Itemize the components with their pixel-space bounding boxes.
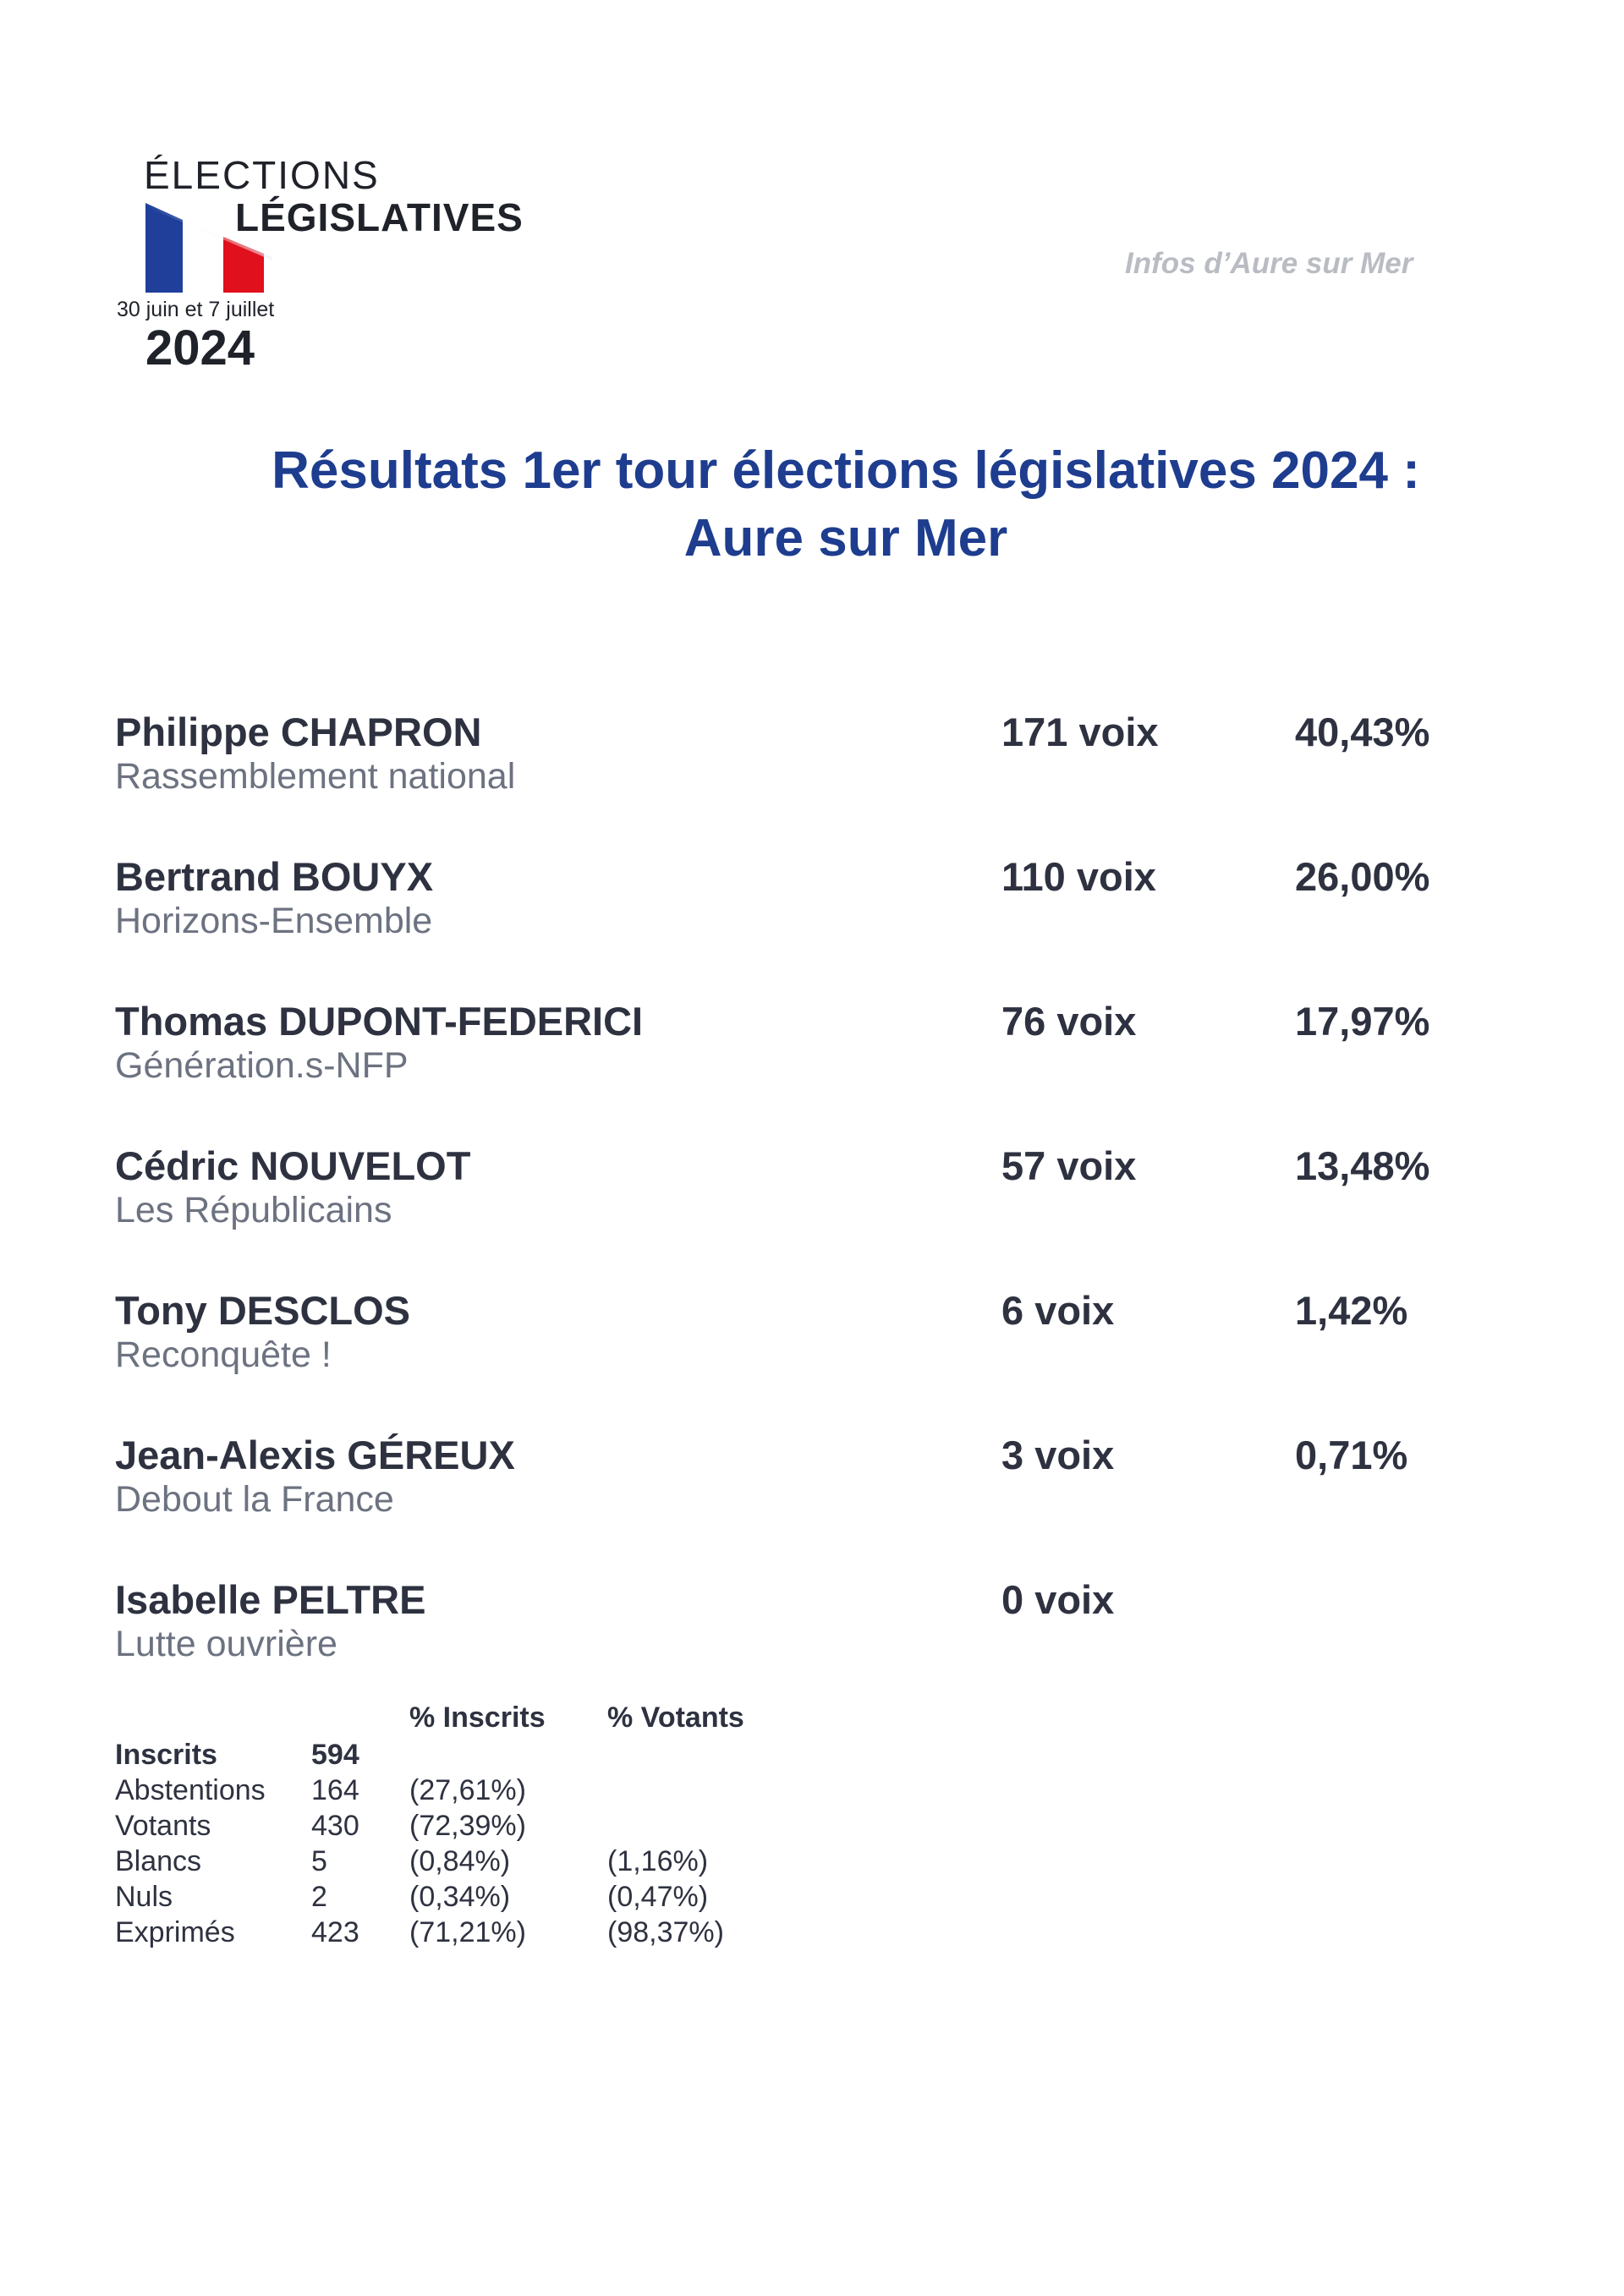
row-pct-inscrits: (0,84%): [409, 1845, 511, 1877]
candidate-percent: 40,43%: [1295, 710, 1430, 754]
candidate-votes: 0 voix: [1001, 1577, 1115, 1622]
candidate-row: [115, 1287, 1468, 1432]
column-header-pct-votants: % Votants: [607, 1701, 744, 1734]
candidate-row: [115, 709, 1468, 853]
candidate-name: Tony DESCLOS: [115, 1288, 411, 1333]
candidate-percent: 17,97%: [1295, 999, 1430, 1044]
candidate-party: Horizons-Ensemble: [115, 901, 433, 941]
candidate-name: Bertrand BOUYX: [115, 854, 434, 899]
candidate-votes: 3 voix: [1001, 1433, 1115, 1477]
column-header-pct-inscrits: % Inscrits: [409, 1701, 546, 1734]
candidate-percent: 1,42%: [1295, 1288, 1408, 1333]
candidate-votes: 76 voix: [1001, 999, 1137, 1044]
logo-line-elections: ÉLECTIONS: [144, 153, 380, 197]
row-pct-votants: (0,47%): [607, 1881, 709, 1913]
candidate-votes: 6 voix: [1001, 1288, 1115, 1333]
page-title-line-2: Aure sur Mer: [683, 509, 1008, 567]
candidate-votes: 171 voix: [1001, 710, 1159, 754]
row-pct-inscrits: (0,34%): [409, 1881, 511, 1913]
candidate-row: [115, 1432, 1468, 1576]
row-count: 430: [311, 1810, 359, 1842]
logo-dates: 30 juin et 7 juillet: [117, 298, 275, 321]
logo-line-legislatives: LÉGISLATIVES: [235, 195, 524, 239]
flag-blue-band: [145, 203, 183, 293]
candidate-party: Génération.s-NFP: [115, 1045, 409, 1086]
candidate-name: Philippe CHAPRON: [115, 710, 482, 754]
row-pct-inscrits: (27,61%): [409, 1774, 526, 1806]
row-label: Blancs: [115, 1845, 202, 1877]
row-count: 594: [311, 1739, 359, 1771]
row-label: Nuls: [115, 1881, 173, 1913]
candidate-party: Les Républicains: [115, 1190, 392, 1230]
logo-year: 2024: [145, 321, 255, 375]
page-title-line-1: Résultats 1er tour élections législatives 2024 :: [272, 441, 1420, 500]
candidate-votes: 57 voix: [1001, 1143, 1137, 1188]
candidate-percent: 26,00%: [1295, 854, 1430, 899]
row-pct-inscrits: (72,39%): [409, 1810, 526, 1842]
flag-red-band: [223, 237, 264, 293]
candidate-name: Jean-Alexis GÉREUX: [115, 1433, 515, 1477]
candidate-party: Reconquête !: [115, 1334, 332, 1375]
candidate-party: Lutte ouvrière: [115, 1624, 337, 1664]
source-caption: Infos d’Aure sur Mer: [1125, 247, 1413, 280]
row-label: Inscrits: [115, 1739, 217, 1771]
candidate-percent: 13,48%: [1295, 1143, 1430, 1188]
candidates-list: [115, 709, 1468, 1721]
elections-logo: [117, 152, 524, 375]
row-count: 423: [311, 1916, 359, 1948]
row-label: Exprimés: [115, 1916, 235, 1948]
candidate-votes: 110 voix: [1001, 854, 1156, 899]
candidate-name: Cédric NOUVELOT: [115, 1143, 471, 1188]
row-pct-inscrits: (71,21%): [409, 1916, 526, 1948]
candidate-row: [115, 998, 1468, 1143]
candidate-percent: 0,71%: [1295, 1433, 1408, 1477]
candidate-name: Isabelle PELTRE: [115, 1577, 426, 1622]
candidate-party: Rassemblement national: [115, 756, 516, 797]
row-pct-votants: (98,37%): [607, 1916, 724, 1948]
row-label: Abstentions: [115, 1774, 266, 1806]
candidate-row: [115, 1143, 1468, 1287]
candidate-row: [115, 853, 1468, 998]
row-pct-votants: (1,16%): [607, 1845, 709, 1877]
candidate-party: Debout la France: [115, 1479, 394, 1520]
row-count: 5: [311, 1845, 327, 1877]
row-count: 2: [311, 1881, 327, 1913]
row-count: 164: [311, 1774, 359, 1806]
candidate-row: [115, 1576, 1468, 1721]
candidate-name: Thomas DUPONT-FEDERICI: [115, 999, 644, 1044]
row-label: Votants: [115, 1810, 211, 1842]
